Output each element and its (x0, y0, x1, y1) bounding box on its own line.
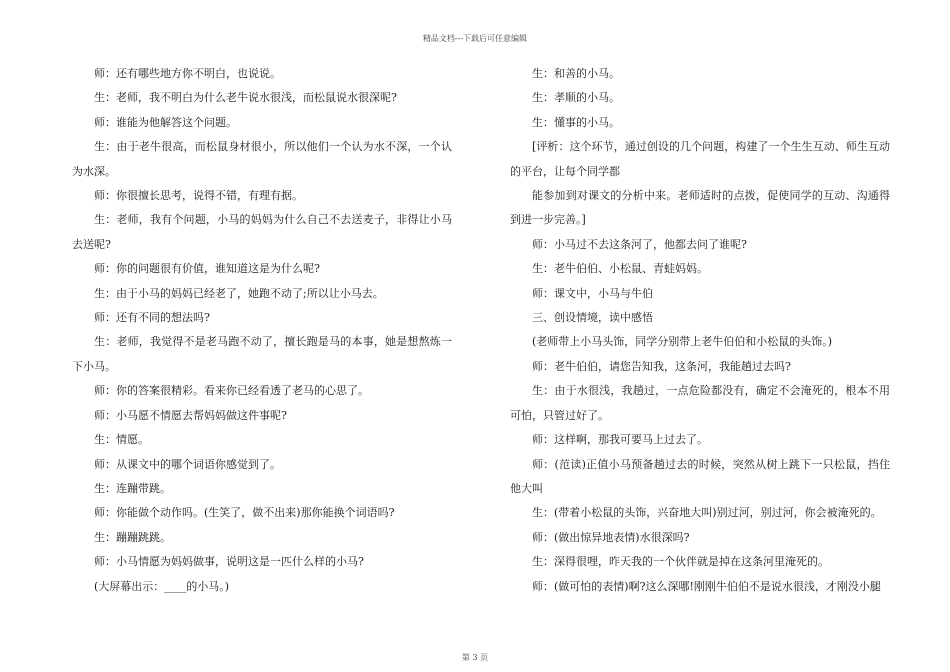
paragraph: 生：老师，我不明白为什么老牛说水很浅，而松鼠说水很深呢? (94, 91, 397, 105)
paragraph: 生：和善的小马。 (532, 67, 620, 80)
paragraph: 师：谁能为他解答这个问题。 (94, 115, 237, 129)
paragraph: (大屏幕出示：____的小马。) (94, 579, 230, 593)
paragraph: 师：(做出惊异地表情)水很深吗? (532, 530, 690, 544)
right-column (510, 62, 890, 599)
paragraph: 师：课文中，小马与牛伯 (532, 286, 653, 300)
paragraph: 师：从课文中的哪个词语你感觉到了。 (94, 457, 281, 471)
paragraph: 师：(做可怕的表情)啊?这么深哪!刚刚牛伯伯不是说水很浅，才刚没小腿 (532, 579, 881, 593)
page-header: 精品文档---下载后可任意编辑 (422, 34, 528, 43)
paragraph: 师：你能做个动作吗。(生笑了，做不出来)那你能换个词语吗? (94, 506, 395, 520)
paragraph: 生：连蹦带跳。 (94, 481, 171, 495)
paragraph: 生：由于水很浅，我趟过，一点危险都没有，确定不会淹死的，根本不用可怕，只管过好了。 (510, 384, 890, 422)
paragraph: 师：还有哪些地方你不明白，也说说。 (94, 67, 281, 80)
paragraph: 生：深得很哩，昨天我的一个伙伴就是掉在这条河里淹死的。 (532, 555, 829, 569)
paragraph: 师：你很擅长思考，说得不错，有理有据。 (94, 189, 303, 203)
paragraph: 师：还有不同的想法吗? (94, 311, 210, 325)
paragraph: 师：你的问题很有价值，谁知道这是为什么呢? (94, 262, 320, 276)
paragraph: 师：小马情愿为妈妈做事，说明这是一匹什么样的小马? (94, 555, 364, 569)
paragraph: 师：老牛伯伯，请您告知我，这条河，我能趟过去吗? (532, 359, 791, 373)
paragraph: 生：由于小马的妈妈已经老了，她跑不动了;所以让小马去。 (94, 286, 384, 300)
paragraph: 生：老师，我觉得不是老马跑不动了，擅长跑是马的本事，她是想熬炼一下小马。 (72, 335, 452, 373)
paragraph: 师：(范读)正值小马预备趟过去的时候，突然从树上跳下一只松鼠，挡住他大叫 (510, 457, 890, 495)
paragraph: 师：小马过不去这条河了，他都去问了谁呢? (532, 237, 747, 251)
page-number: 第 3 页 (461, 653, 489, 662)
paragraph: 师：你的答案很精彩。看来你已经看透了老马的心思了。 (94, 384, 369, 398)
paragraph: 师：这样啊，那我可要马上过去了。 (532, 433, 708, 447)
paragraph: 生：情愿。 (94, 433, 149, 447)
paragraph: 生：懂事的小马。 (532, 115, 620, 129)
paragraph: 能参加到对课文的分析中来。老师适时的点拨，促使同学的互动、沟通得到进一步完善。] (510, 189, 890, 227)
paragraph: 师：小马愿不情愿去帮妈妈做这件事呢? (94, 408, 287, 422)
section-heading: 三、创设情境，读中感悟 (532, 311, 653, 325)
paragraph: 生：由于老牛很高，而松鼠身材很小，所以他们一个认为水不深，一个认为水深。 (72, 140, 452, 178)
left-column (72, 62, 452, 599)
paragraph: 生：老牛伯伯、小松鼠、青蛙妈妈。 (532, 262, 708, 276)
paragraph: 生：孝顺的小马。 (532, 91, 620, 105)
paragraph: [评析：这个环节，通过创设的几个问题，构建了一个生生互动、师生互动的平台，让每个同学都 (510, 140, 890, 178)
paragraph: 生：(带着小松鼠的头饰，兴奋地大叫)别过河，别过河，你会被淹死的。 (532, 506, 882, 520)
paragraph: 生：蹦蹦跳跳。 (94, 530, 171, 544)
paragraph: (老师带上小马头饰，同学分别带上老牛伯伯和小松鼠的头饰。) (532, 335, 833, 349)
paragraph: 生：老师，我有个问题，小马的妈妈为什么自己不去送麦子，非得让小马去送呢? (72, 213, 452, 251)
